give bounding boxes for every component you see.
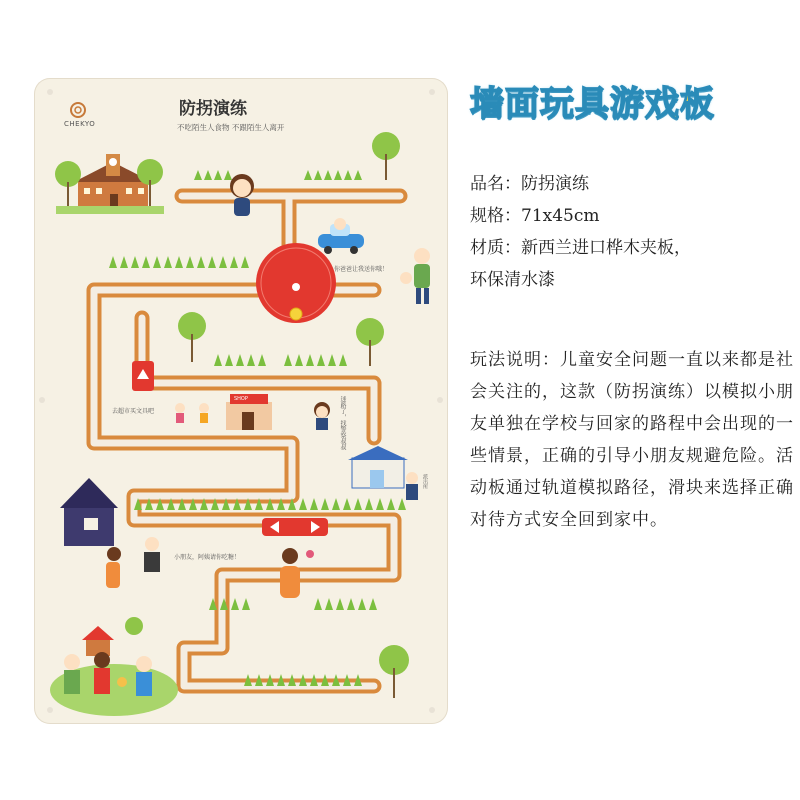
product-title: 墙面玩具游戏板 — [470, 84, 715, 124]
board-subtitle: 不吃陌生人食物 不跟陌生人离开 — [177, 123, 285, 132]
product-material: 材质：新西兰进口桦木夹板， — [470, 238, 691, 258]
stranger-man-icon — [400, 248, 430, 304]
shop-icon — [226, 394, 272, 430]
family-icon — [64, 652, 152, 696]
supermarket-caption: 去超市买文具吧 — [112, 408, 155, 415]
product-finish: 环保清水漆 — [470, 270, 555, 290]
product-size: 规格：71x45cm — [470, 206, 600, 226]
board-title: 防拐演练 — [179, 99, 247, 119]
product-info-panel — [470, 80, 795, 536]
lost-caption: 迷路了，找警察叔叔 — [339, 396, 346, 450]
school-icon — [74, 154, 152, 210]
police-caption: 派出所 — [422, 474, 428, 489]
house-icon — [60, 478, 118, 546]
brand-logo: CHEKYO — [64, 120, 96, 128]
product-name: 品名：防拐演练 — [470, 174, 589, 194]
product-description: 玩法说明：儿童安全问题一直以来都是社会关注的，这款（防拐演练）以模拟小朋友单独在学校与回家的路程中会出现的一些情景，正确的引导小朋友规避危险。活动板通过轨道模拟路径，滑块来选择正确对待方式安全回到家中。 — [470, 350, 794, 530]
product-specs — [470, 168, 795, 296]
dad-caption: 你爸爸让我送你哦！ — [334, 266, 389, 273]
stranger-caption: 小朋友，阿姨请你吃糖！ — [174, 554, 241, 561]
game-board-image — [34, 78, 448, 724]
police-station-icon — [348, 446, 418, 500]
shop-sign: SHOP — [234, 396, 248, 402]
car-icon — [318, 218, 364, 254]
